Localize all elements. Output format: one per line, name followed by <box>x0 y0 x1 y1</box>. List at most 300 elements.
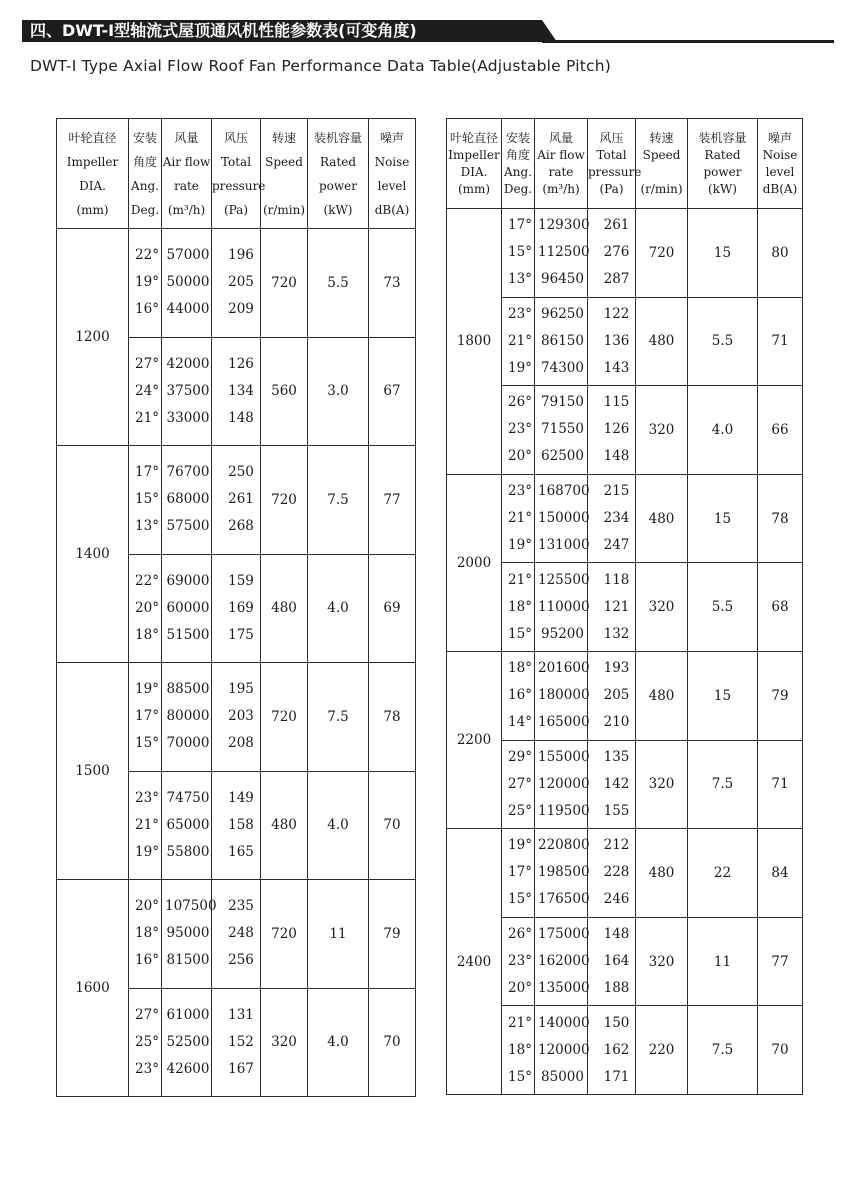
speed: 560 <box>261 337 308 446</box>
pressure-value: 142 <box>603 775 630 792</box>
pressure-value: 121 <box>603 598 630 615</box>
air-flow-value: 88500 <box>166 681 210 698</box>
noise-level: 70 <box>369 771 416 880</box>
install-angles <box>129 988 162 1097</box>
pressure-value: 261 <box>228 491 254 508</box>
pressure-value: 215 <box>603 483 630 500</box>
page-subtitle: DWT-I Type Axial Flow Roof Fan Performance Data Table(Adjustable Pitch) <box>30 57 611 75</box>
pressure-value: 193 <box>603 660 630 677</box>
air-flow-value: 165000 <box>538 714 590 731</box>
pressure-value: 143 <box>603 359 630 376</box>
air-flow-value: 201600 <box>538 660 590 677</box>
install-angle-value: 23° <box>508 421 532 438</box>
speed: 720 <box>261 663 308 772</box>
install-angle-value: 18° <box>508 660 532 677</box>
air-flow-value: 61000 <box>166 1006 210 1023</box>
pressures <box>588 563 636 652</box>
header-line: 风量 <box>548 130 573 145</box>
pressures <box>588 917 636 1006</box>
pressure-value: 228 <box>603 864 630 881</box>
install-angle-value: 19° <box>135 843 159 860</box>
rated-power: 7.5 <box>308 663 369 772</box>
pressure-value: 195 <box>228 681 254 698</box>
header-line: level <box>765 164 795 179</box>
air-flow-value: 74750 <box>166 789 210 806</box>
install-angle-value: 13° <box>508 271 532 288</box>
table-row <box>57 446 416 555</box>
page-title: 四、DWT-Ⅰ型轴流式屋顶通风机性能参数表(可变角度) <box>30 21 417 40</box>
install-angles <box>129 663 162 772</box>
install-angles <box>502 1006 535 1095</box>
header-speed <box>636 119 688 209</box>
air-flow-value: 125500 <box>538 571 590 588</box>
pressure-value: 155 <box>603 802 630 819</box>
install-angle-value: 18° <box>508 1041 532 1058</box>
air-flow-value: 70000 <box>166 735 210 752</box>
header-line: Noise <box>374 154 410 169</box>
pressure-value: 131 <box>228 1006 254 1023</box>
pressures <box>588 740 636 829</box>
air-flow-value: 85000 <box>541 1068 584 1085</box>
rated-power: 11 <box>688 917 758 1006</box>
pressure-value: 171 <box>603 1068 630 1085</box>
header-line: 叶轮直径 <box>68 130 117 145</box>
pressure-value: 159 <box>228 572 254 589</box>
speed: 720 <box>261 880 308 989</box>
header-line: rate <box>174 178 199 193</box>
header-line: (Pa) <box>599 181 624 196</box>
speed: 480 <box>636 651 688 740</box>
header-impeller-dia <box>57 119 129 229</box>
header-line: Total <box>220 154 252 169</box>
speed: 320 <box>636 740 688 829</box>
pressures <box>212 554 261 663</box>
install-angle-value: 15° <box>135 491 159 508</box>
header-line: Ang. <box>504 164 532 179</box>
rated-power: 5.5 <box>308 229 369 338</box>
install-angles <box>502 829 535 918</box>
rated-power: 11 <box>308 880 369 989</box>
air-flow-value: 79150 <box>541 394 584 411</box>
impeller-diameter: 1500 <box>57 663 129 880</box>
rated-power: 15 <box>688 651 758 740</box>
install-angle-value: 23° <box>135 789 159 806</box>
pressure-value: 165 <box>228 843 254 860</box>
install-angle-value: 21° <box>135 409 159 426</box>
header-line: 角度 <box>132 154 157 169</box>
install-angle-value: 13° <box>135 518 159 535</box>
header-line: (r/min) <box>640 181 683 196</box>
header-line: (kW) <box>708 181 737 196</box>
pressure-value: 135 <box>603 748 630 765</box>
air-flows <box>535 563 588 652</box>
air-flow-value: 71550 <box>541 421 584 438</box>
noise-level: 71 <box>758 297 803 386</box>
pressures <box>588 209 636 298</box>
header-line: 噪声 <box>379 130 404 145</box>
install-angle-value: 26° <box>508 394 532 411</box>
header-air-flow-rate <box>162 119 212 229</box>
speed: 320 <box>636 386 688 475</box>
header-impeller-dia <box>447 119 502 209</box>
install-angle-value: 20° <box>508 980 532 997</box>
pressures <box>588 386 636 475</box>
pressure-value: 148 <box>603 926 630 943</box>
air-flow-value: 62500 <box>541 448 584 465</box>
install-angle-value: 22° <box>135 247 159 264</box>
table-row <box>57 663 416 772</box>
pressure-value: 248 <box>228 925 254 942</box>
table-row <box>447 651 803 740</box>
header-line: (m³/h) <box>542 181 580 196</box>
air-flow-value: 107500 <box>165 898 217 915</box>
air-flow-value: 135000 <box>538 980 590 997</box>
air-flows <box>535 209 588 298</box>
air-flow-value: 96250 <box>541 305 584 322</box>
speed: 320 <box>261 988 308 1097</box>
speed: 720 <box>261 229 308 338</box>
air-flows <box>162 446 212 555</box>
rated-power: 4.0 <box>308 554 369 663</box>
install-angles <box>502 297 535 386</box>
pressure-value: 276 <box>603 244 630 261</box>
air-flow-value: 96450 <box>541 271 584 288</box>
install-angles <box>502 563 535 652</box>
air-flow-value: 86150 <box>541 332 584 349</box>
air-flows <box>162 988 212 1097</box>
install-angle-value: 17° <box>508 217 532 234</box>
air-flow-value: 50000 <box>166 274 210 291</box>
header-line: 角度 <box>505 147 530 162</box>
speed: 320 <box>636 917 688 1006</box>
rated-power: 7.5 <box>308 446 369 555</box>
pressure-value: 149 <box>228 789 254 806</box>
install-angle-value: 23° <box>508 305 532 322</box>
air-flow-value: 150000 <box>538 510 590 527</box>
rated-power: 22 <box>688 829 758 918</box>
install-angle-value: 22° <box>135 572 159 589</box>
air-flow-value: 131000 <box>538 537 590 554</box>
air-flow-value: 60000 <box>166 599 210 616</box>
install-angle-value: 19° <box>508 837 532 854</box>
air-flow-value: 129300 <box>538 217 590 234</box>
speed: 480 <box>636 829 688 918</box>
install-angle-value: 21° <box>135 816 159 833</box>
header-line: 风压 <box>223 130 248 145</box>
pressure-value: 148 <box>603 448 630 465</box>
header-line: dB(A) <box>762 181 798 196</box>
install-angle-value: 17° <box>135 464 159 481</box>
air-flow-value: 168700 <box>538 483 590 500</box>
pressure-value: 247 <box>603 537 630 554</box>
header-line <box>636 164 687 181</box>
install-angle-value: 24° <box>135 382 159 399</box>
install-angle-value: 14° <box>508 714 532 731</box>
header-line: pressure <box>588 164 642 179</box>
install-angles <box>129 771 162 880</box>
rated-power: 15 <box>688 474 758 563</box>
air-flow-value: 162000 <box>538 953 590 970</box>
pressure-value: 268 <box>228 518 254 535</box>
impeller-diameter: 2400 <box>447 829 502 1095</box>
header-line: DIA. <box>79 178 106 193</box>
install-angles <box>502 917 535 1006</box>
air-flows <box>535 386 588 475</box>
speed: 220 <box>636 1006 688 1095</box>
install-angles <box>502 209 535 298</box>
header-rated-power <box>688 119 758 209</box>
air-flow-value: 120000 <box>538 1041 590 1058</box>
install-angle-value: 18° <box>135 925 159 942</box>
air-flow-value: 81500 <box>166 952 210 969</box>
install-angle-value: 16° <box>135 301 159 318</box>
install-angles <box>129 229 162 338</box>
pressure-value: 118 <box>603 571 630 588</box>
noise-level: 70 <box>758 1006 803 1095</box>
install-angle-value: 16° <box>508 687 532 704</box>
table-row <box>57 229 416 338</box>
air-flows <box>162 880 217 989</box>
header-line: (mm) <box>76 202 109 217</box>
performance-table-right <box>446 118 803 1095</box>
air-flows <box>162 771 212 880</box>
impeller-diameter: 1800 <box>447 209 502 475</box>
install-angle-value: 15° <box>508 244 532 261</box>
impeller-diameter: 2000 <box>447 474 502 651</box>
header-line: 风压 <box>599 130 624 145</box>
noise-level: 84 <box>758 829 803 918</box>
install-angle-value: 21° <box>508 510 532 527</box>
air-flow-value: 220800 <box>538 837 590 854</box>
impeller-diameter: 1400 <box>57 446 129 663</box>
performance-table-left <box>56 118 416 1097</box>
pressure-value: 115 <box>603 394 630 411</box>
install-angle-value: 27° <box>135 355 159 372</box>
air-flow-value: 76700 <box>166 464 210 481</box>
air-flows <box>535 651 588 740</box>
install-angle-value: 19° <box>508 537 532 554</box>
pressure-value: 126 <box>603 421 630 438</box>
header-line: Speed <box>265 154 303 169</box>
noise-level: 78 <box>369 663 416 772</box>
install-angle-value: 26° <box>508 926 532 943</box>
header-line: (mm) <box>457 181 491 196</box>
air-flow-value: 74300 <box>541 359 584 376</box>
install-angle-value: 27° <box>508 775 532 792</box>
pressure-value: 246 <box>603 891 630 908</box>
air-flow-value: 95200 <box>541 625 584 642</box>
pressures <box>588 1006 636 1095</box>
air-flows <box>162 229 212 338</box>
table-header-row <box>447 119 803 209</box>
install-angle-value: 19° <box>508 359 532 376</box>
header-line: power <box>703 164 742 179</box>
pressure-value: 150 <box>603 1014 630 1031</box>
air-flow-value: 155000 <box>538 748 590 765</box>
install-angle-value: 21° <box>508 571 532 588</box>
rated-power: 7.5 <box>688 740 758 829</box>
impeller-diameter: 1200 <box>57 229 129 446</box>
air-flow-value: 37500 <box>166 382 210 399</box>
pressure-value: 132 <box>603 625 630 642</box>
pressure-value: 134 <box>228 382 254 399</box>
header-line: 安装 <box>132 130 157 145</box>
header-line: (kW) <box>323 202 353 217</box>
header-line: Air flow <box>537 147 585 162</box>
pressure-value: 169 <box>228 599 254 616</box>
install-angle-value: 25° <box>135 1033 159 1050</box>
air-flow-value: 80000 <box>166 708 210 725</box>
air-flows <box>535 829 588 918</box>
air-flow-value: 95000 <box>166 925 210 942</box>
header-line: level <box>377 178 407 193</box>
header-line: Ang. <box>131 178 159 193</box>
pressure-value: 235 <box>228 898 254 915</box>
rated-power: 7.5 <box>688 1006 758 1095</box>
pressure-value: 250 <box>228 464 254 481</box>
install-angle-value: 17° <box>508 864 532 881</box>
pressure-value: 164 <box>603 953 630 970</box>
header-line: (Pa) <box>223 202 249 217</box>
install-angle-value: 19° <box>135 274 159 291</box>
noise-level: 77 <box>758 917 803 1006</box>
pressure-value: 162 <box>603 1041 630 1058</box>
pressure-value: 148 <box>228 409 254 426</box>
header-air-flow-rate <box>535 119 588 209</box>
speed: 480 <box>636 297 688 386</box>
air-flow-value: 33000 <box>166 409 210 426</box>
header-noise-level <box>369 119 416 229</box>
install-angle-value: 25° <box>508 802 532 819</box>
air-flow-value: 198500 <box>538 864 590 881</box>
install-angle-value: 16° <box>135 952 159 969</box>
pressures <box>588 829 636 918</box>
pressure-value: 205 <box>228 274 254 291</box>
header-line: 转速 <box>271 130 296 145</box>
noise-level: 77 <box>369 446 416 555</box>
header-line: Rated <box>704 147 741 162</box>
header-line: 叶轮直径 <box>449 130 498 145</box>
noise-level: 79 <box>369 880 416 989</box>
header-line: 装机容量 <box>313 130 362 145</box>
header-total-pressure <box>212 119 266 229</box>
install-angle-value: 23° <box>508 953 532 970</box>
speed: 720 <box>636 209 688 298</box>
rated-power: 4.0 <box>308 771 369 880</box>
air-flow-value: 68000 <box>166 491 210 508</box>
install-angle-value: 20° <box>508 448 532 465</box>
speed: 320 <box>636 563 688 652</box>
header-line: Deg. <box>130 202 160 217</box>
install-angle-value: 15° <box>508 625 532 642</box>
pressure-value: 210 <box>603 714 630 731</box>
install-angles <box>129 554 162 663</box>
header-line: 转速 <box>649 130 674 145</box>
header-install-angle <box>129 119 162 229</box>
header-line: Impeller <box>448 147 500 162</box>
air-flow-value: 42000 <box>166 355 210 372</box>
air-flow-value: 42600 <box>166 1060 210 1077</box>
noise-level: 73 <box>369 229 416 338</box>
noise-level: 79 <box>758 651 803 740</box>
pressures <box>212 446 261 555</box>
air-flows <box>535 474 588 563</box>
air-flows <box>162 554 212 663</box>
header-line: pressure <box>212 178 266 193</box>
pressures <box>212 771 261 880</box>
speed: 480 <box>636 474 688 563</box>
noise-level: 78 <box>758 474 803 563</box>
rated-power: 4.0 <box>688 386 758 475</box>
pressures <box>588 474 636 563</box>
air-flow-value: 120000 <box>538 775 590 792</box>
speed: 480 <box>261 771 308 880</box>
rated-power: 15 <box>688 209 758 298</box>
pressure-value: 152 <box>228 1033 254 1050</box>
air-flow-value: 57500 <box>166 518 210 535</box>
table-row <box>447 829 803 918</box>
air-flow-value: 57000 <box>166 247 210 264</box>
install-angles <box>129 880 162 989</box>
air-flow-value: 44000 <box>166 301 210 318</box>
install-angles <box>502 474 535 563</box>
header-line: Impeller <box>66 154 119 169</box>
pressure-value: 205 <box>603 687 630 704</box>
speed: 480 <box>261 554 308 663</box>
install-angle-value: 23° <box>508 483 532 500</box>
pressures <box>212 663 261 772</box>
header-line: Speed <box>642 147 681 162</box>
install-angles <box>129 446 162 555</box>
pressures <box>212 988 261 1097</box>
table-row <box>447 474 803 563</box>
pressure-value: 136 <box>603 332 630 349</box>
title-bar <box>22 20 834 46</box>
air-flow-value: 51500 <box>166 626 210 643</box>
header-line: (r/min) <box>262 202 306 217</box>
header-install-angle <box>502 119 535 209</box>
impeller-diameter: 1600 <box>57 880 129 1097</box>
noise-level: 80 <box>758 209 803 298</box>
header-noise-level <box>758 119 803 209</box>
noise-level: 67 <box>369 337 416 446</box>
table-row <box>57 880 416 989</box>
pressures <box>212 337 261 446</box>
air-flows <box>535 917 588 1006</box>
header-line: Total <box>596 147 627 162</box>
install-angles <box>502 740 535 829</box>
header-line: power <box>318 178 357 193</box>
install-angles <box>502 651 535 740</box>
noise-level: 70 <box>369 988 416 1097</box>
speed: 720 <box>261 446 308 555</box>
air-flow-value: 69000 <box>166 572 210 589</box>
table-row <box>447 209 803 298</box>
pressure-value: 122 <box>603 305 630 322</box>
air-flows <box>162 663 212 772</box>
pressure-value: 287 <box>603 271 630 288</box>
air-flow-value: 65000 <box>166 816 210 833</box>
pressure-value: 188 <box>603 980 630 997</box>
pressure-value: 158 <box>228 816 254 833</box>
air-flow-value: 52500 <box>166 1033 210 1050</box>
install-angle-value: 15° <box>508 891 532 908</box>
rated-power: 5.5 <box>688 297 758 386</box>
install-angle-value: 18° <box>508 598 532 615</box>
pressures <box>588 651 636 740</box>
header-line: 风量 <box>174 130 199 145</box>
install-angles <box>129 337 162 446</box>
